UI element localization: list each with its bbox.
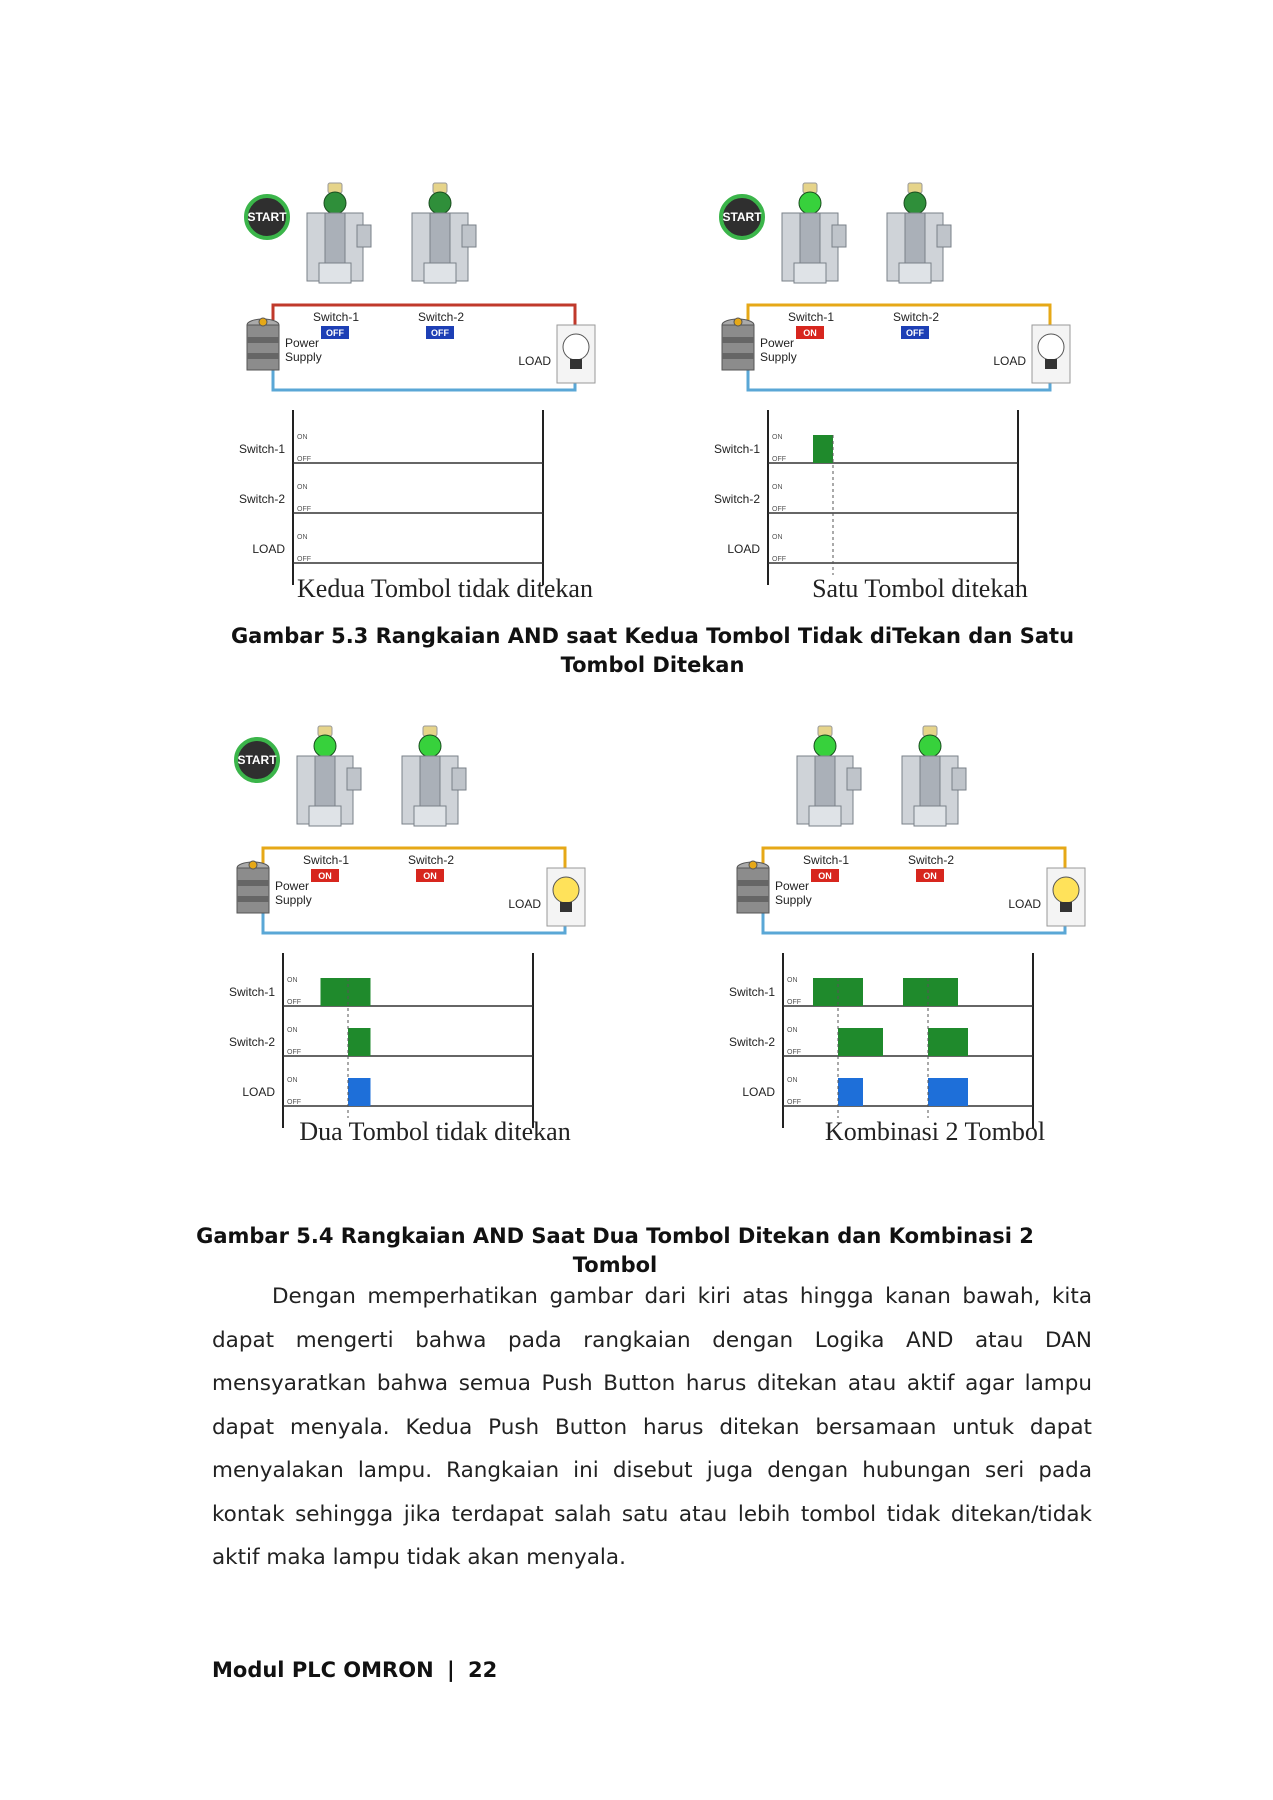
battery-icon	[737, 868, 769, 913]
bottom-wire	[763, 908, 1065, 933]
battery-icon	[722, 325, 754, 370]
start-label: START	[237, 753, 277, 767]
switch-contact-block	[309, 806, 341, 826]
figure-panel-3	[228, 718, 645, 1148]
panel-title: Kedua Tombol tidak ditekan	[297, 574, 593, 603]
timing-off-label: OFF	[772, 506, 786, 513]
battery-terminal	[259, 318, 267, 326]
timing-pulse	[928, 1028, 968, 1056]
timing-row-label: LOAD	[242, 1085, 275, 1099]
load-label: LOAD	[1008, 897, 1041, 911]
bottom-wire	[748, 365, 1050, 390]
figure-caption-5-4: Gambar 5.4 Rangkaian AND Saat Dua Tombol Ditekan dan Kombinasi 2 Tombol	[196, 1224, 1034, 1277]
switch-1-state-badge-text: ON	[803, 328, 817, 338]
switch-2-icon	[902, 726, 966, 826]
switch-contact-block	[794, 263, 826, 283]
switch-side-tab	[462, 225, 476, 247]
timing-on-label: ON	[772, 534, 783, 541]
timing-pulse	[348, 1078, 371, 1106]
lightbulb-base	[570, 359, 582, 369]
timing-on-label: ON	[787, 1077, 798, 1084]
start-label: START	[722, 210, 762, 224]
switch-2-icon	[412, 183, 476, 283]
switch-side-tab	[347, 768, 361, 790]
timing-row-label: Switch-2	[713, 492, 760, 506]
switch-2-label: Switch-2	[408, 853, 455, 867]
timing-on-label: ON	[787, 977, 798, 984]
timing-off-label: OFF	[772, 556, 786, 563]
timing-row-label: Switch-2	[238, 492, 285, 506]
switch-2-state-badge-text: ON	[923, 871, 937, 881]
switch-1-label: Switch-1	[303, 853, 350, 867]
panel-title: Satu Tombol ditekan	[812, 574, 1028, 603]
battery-terminal	[734, 318, 742, 326]
switch-contact-block	[424, 263, 456, 283]
power-label: Power	[285, 336, 320, 350]
battery-band	[737, 896, 769, 902]
timing-pulse	[928, 1078, 968, 1106]
timing-off-label: OFF	[287, 1049, 301, 1056]
figure-panel-2	[713, 175, 1130, 605]
switch-1-state-badge-text: ON	[318, 871, 332, 881]
timing-off-label: OFF	[787, 999, 801, 1006]
switch-contact-block	[899, 263, 931, 283]
power-label: Power	[275, 879, 310, 893]
timing-row-label: Switch-1	[238, 442, 285, 456]
load-label: LOAD	[518, 354, 551, 368]
lightbulb-icon	[1038, 334, 1064, 360]
timing-on-label: ON	[297, 534, 308, 541]
lightbulb-base	[1060, 902, 1072, 912]
power-label: Power	[775, 879, 810, 893]
switch-side-tab	[952, 768, 966, 790]
footer-module-title: Modul PLC OMRON	[212, 1658, 434, 1682]
switch-button-light	[419, 735, 441, 757]
timing-off-label: OFF	[287, 999, 301, 1006]
switch-side-tab	[452, 768, 466, 790]
switch-2-icon	[887, 183, 951, 283]
page-footer	[212, 1658, 497, 1682]
timing-on-label: ON	[772, 434, 783, 441]
switch-button-light	[324, 192, 346, 214]
timing-on-label: ON	[287, 1027, 298, 1034]
lightbulb-icon	[1053, 877, 1079, 903]
timing-off-label: OFF	[297, 456, 311, 463]
battery-band	[237, 880, 269, 886]
switch-2-state-badge-text: ON	[423, 871, 437, 881]
switch-contact-block	[809, 806, 841, 826]
timing-on-label: ON	[297, 434, 308, 441]
timing-on-label: ON	[287, 1077, 298, 1084]
switch-1-group	[307, 183, 371, 283]
switch-1-group	[297, 726, 361, 826]
power-label: Power	[760, 336, 795, 350]
bottom-wire	[273, 365, 575, 390]
timing-on-label: ON	[787, 1027, 798, 1034]
body-paragraph: Dengan memperhatikan gambar dari kiri atas hingga kanan bawah, kita dapat mengerti bahwa pada rangkaian dengan Logika AND atau DAN mensyaratkan bahwa semua Push Button harus ditekan atau aktif agar lampu dapat menyala. Kedua Push Button harus ditekan bersamaan untuk dapat menyalakan lampu. Rangkaian ini disebut juga dengan hubungan seri pada kontak sehingga jika terdapat salah satu atau lebih tombol tidak ditekan/tidak aktif maka lampu tidak akan menyala.	[212, 1284, 1092, 1570]
switch-2-group	[402, 726, 466, 826]
timing-off-label: OFF	[772, 456, 786, 463]
switch-1-label: Switch-1	[313, 310, 360, 324]
switch-2-label: Switch-2	[893, 310, 940, 324]
switch-1-state-badge-text: ON	[818, 871, 832, 881]
circuit-timing-diagram	[228, 718, 645, 1148]
lightbulb-base	[1045, 359, 1057, 369]
timing-off-label: OFF	[787, 1099, 801, 1106]
timing-row-label: Switch-1	[713, 442, 760, 456]
supply-label: Supply	[275, 893, 312, 907]
switch-1-state-badge-text: OFF	[326, 328, 344, 338]
load-label: LOAD	[508, 897, 541, 911]
timing-row-label: LOAD	[727, 542, 760, 556]
switch-button-light	[799, 192, 821, 214]
timing-off-label: OFF	[287, 1099, 301, 1106]
timing-pulse	[348, 1028, 371, 1056]
panel-title: Kombinasi 2 Tombol	[824, 1117, 1046, 1146]
switch-button-light	[904, 192, 926, 214]
footer-page-number: 22	[467, 1658, 498, 1682]
timing-row-label: Switch-1	[228, 985, 275, 999]
battery-band	[722, 353, 754, 359]
timing-on-label: ON	[297, 484, 308, 491]
lightbulb-icon	[563, 334, 589, 360]
lightbulb-base	[560, 902, 572, 912]
timing-row-label: LOAD	[252, 542, 285, 556]
timing-pulse	[838, 1028, 883, 1056]
circuit-timing-diagram	[713, 175, 1130, 605]
timing-on-label: ON	[772, 484, 783, 491]
switch-2-label: Switch-2	[908, 853, 955, 867]
panel-title: Dua Tombol tidak ditekan	[299, 1117, 571, 1146]
supply-label: Supply	[760, 350, 797, 364]
switch-button-light	[814, 735, 836, 757]
timing-pulse	[321, 978, 371, 1006]
switch-1-icon	[782, 183, 846, 283]
footer-separator: |	[446, 1658, 455, 1682]
switch-2-group	[412, 183, 476, 283]
switch-contact-block	[319, 263, 351, 283]
switch-1-group	[782, 183, 846, 283]
battery-icon	[237, 868, 269, 913]
battery-band	[737, 880, 769, 886]
battery-band	[237, 896, 269, 902]
switch-side-tab	[937, 225, 951, 247]
figure-caption-5-3: Gambar 5.3 Rangkaian AND saat Kedua Tombol Tidak diTekan dan Satu Tombol Ditekan	[230, 624, 1075, 677]
switch-2-label: Switch-2	[418, 310, 465, 324]
switch-side-tab	[357, 225, 371, 247]
switch-2-state-badge-text: OFF	[906, 328, 924, 338]
figure-panel-1	[238, 175, 655, 605]
supply-label: Supply	[775, 893, 812, 907]
battery-band	[247, 353, 279, 359]
battery-band	[247, 337, 279, 343]
timing-off-label: OFF	[297, 506, 311, 513]
battery-icon	[247, 325, 279, 370]
figure-panel-4	[728, 718, 1145, 1148]
start-label: START	[247, 210, 287, 224]
switch-1-label: Switch-1	[788, 310, 835, 324]
switch-side-tab	[847, 768, 861, 790]
lightbulb-icon	[553, 877, 579, 903]
timing-off-label: OFF	[297, 556, 311, 563]
circuit-timing-diagram	[238, 175, 655, 605]
timing-row-label: Switch-2	[228, 1035, 275, 1049]
switch-1-icon	[797, 726, 861, 826]
battery-band	[722, 337, 754, 343]
switch-2-icon	[402, 726, 466, 826]
load-label: LOAD	[993, 354, 1026, 368]
switch-2-state-badge-text: OFF	[431, 328, 449, 338]
battery-terminal	[249, 861, 257, 869]
switch-2-group	[902, 726, 966, 826]
supply-label: Supply	[285, 350, 322, 364]
switch-1-group	[797, 726, 861, 826]
switch-contact-block	[414, 806, 446, 826]
switch-button-light	[314, 735, 336, 757]
switch-contact-block	[914, 806, 946, 826]
battery-terminal	[749, 861, 757, 869]
switch-1-icon	[307, 183, 371, 283]
timing-pulse	[903, 978, 958, 1006]
timing-row-label: Switch-1	[728, 985, 775, 999]
switch-button-light	[429, 192, 451, 214]
circuit-timing-diagram	[728, 718, 1145, 1148]
timing-on-label: ON	[287, 977, 298, 984]
timing-row-label: LOAD	[742, 1085, 775, 1099]
timing-pulse	[838, 1078, 863, 1106]
switch-button-light	[919, 735, 941, 757]
switch-side-tab	[832, 225, 846, 247]
bottom-wire	[263, 908, 565, 933]
timing-off-label: OFF	[787, 1049, 801, 1056]
switch-1-label: Switch-1	[803, 853, 850, 867]
switch-2-group	[887, 183, 951, 283]
switch-1-icon	[297, 726, 361, 826]
timing-row-label: Switch-2	[728, 1035, 775, 1049]
timing-pulse	[813, 435, 833, 463]
